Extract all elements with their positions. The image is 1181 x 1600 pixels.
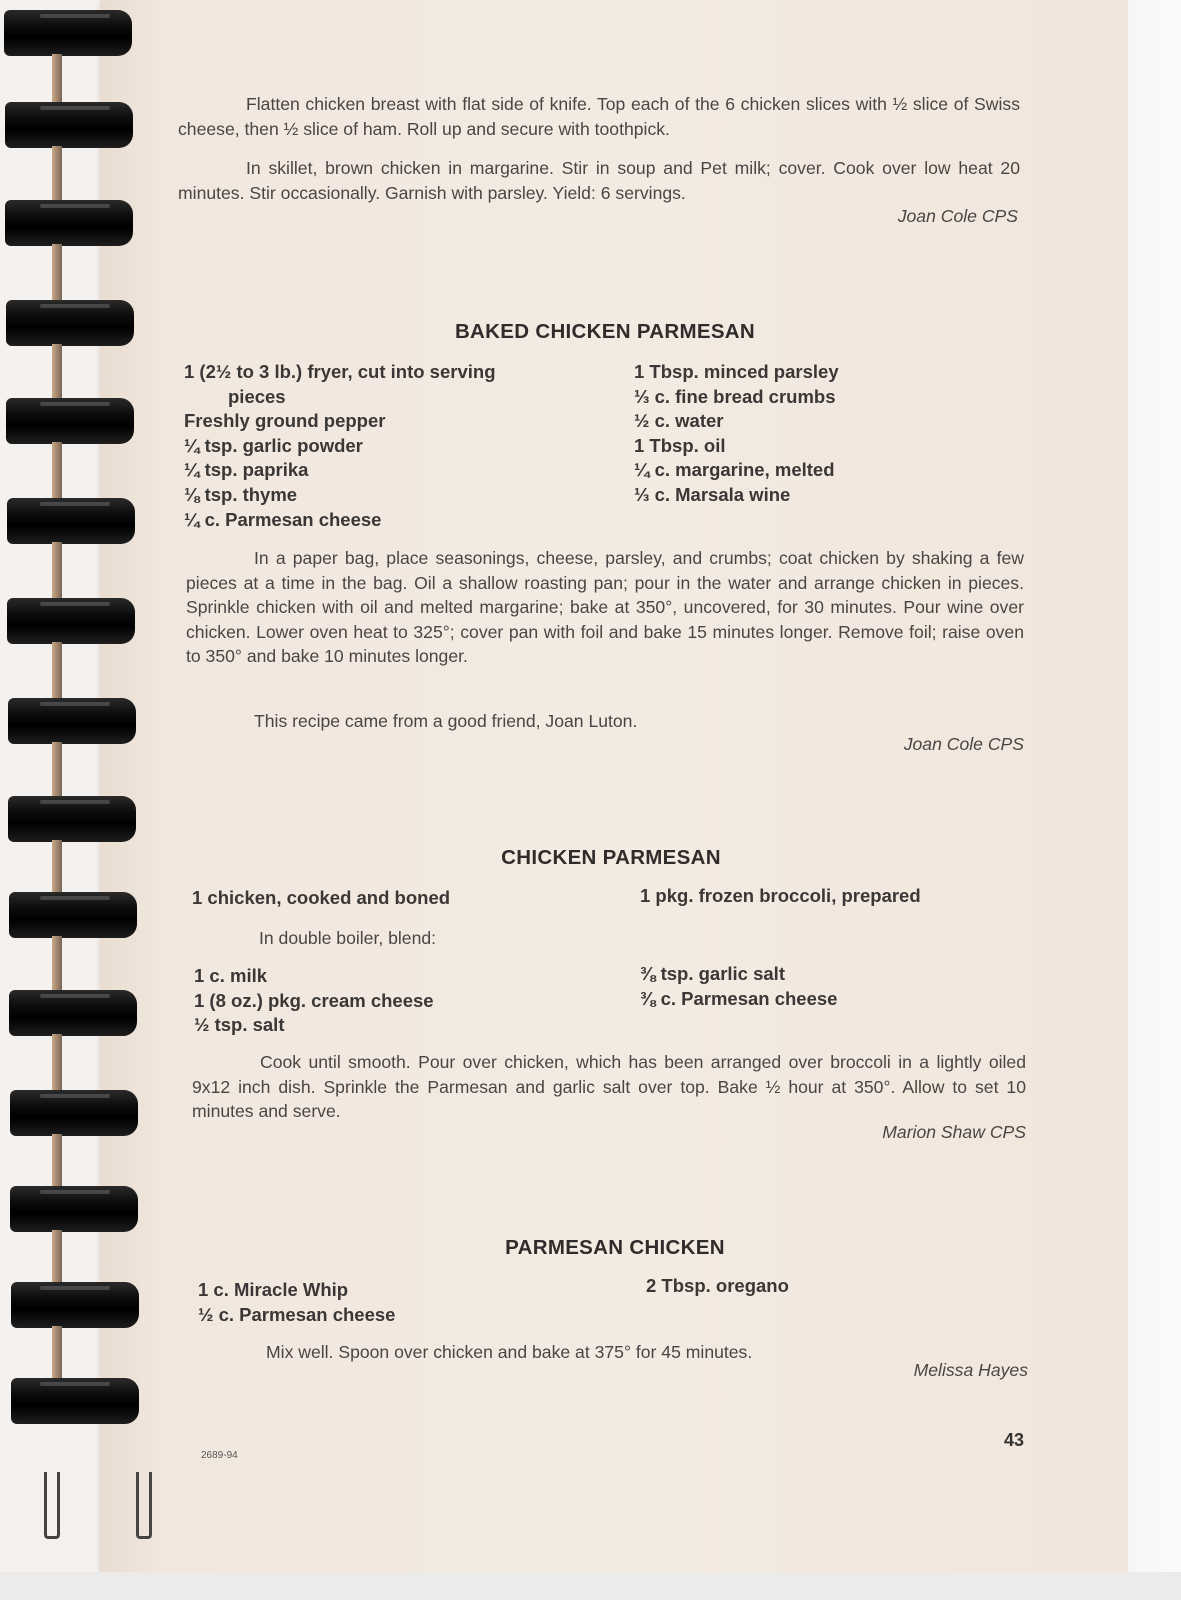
- binding-coil: [0, 10, 140, 58]
- recipe2-step: In double boiler, blend:: [259, 928, 437, 948]
- coil-hole: [52, 542, 62, 598]
- ingredient: 2 Tbsp. oregano: [646, 1275, 789, 1296]
- recipe3-title: PARMESAN CHICKEN: [505, 1236, 725, 1259]
- ingredient: ½ c. Parmesan cheese: [198, 1303, 396, 1325]
- binding-coil: [0, 102, 140, 150]
- ingredient: ½ c. water: [634, 410, 724, 432]
- intro-paragraph-1: [178, 92, 1020, 141]
- spiral-binding: [0, 0, 150, 1600]
- coil-shine: [40, 204, 110, 208]
- coil-shine: [40, 1094, 110, 1098]
- coil-hole: [52, 244, 62, 300]
- binding-coil: [0, 796, 140, 844]
- coil-hole: [52, 1326, 62, 1382]
- recipe2-ingredients-b-right: [640, 962, 837, 1011]
- ingredient: pieces: [228, 385, 286, 407]
- ingredient: ⅜ tsp. garlic salt: [640, 963, 785, 984]
- binding-coil: [0, 990, 140, 1038]
- recipe2-title: CHICKEN PARMESAN: [501, 846, 721, 869]
- recipe2-ingredients-a-left: [192, 886, 450, 911]
- ingredient: 1 c. milk: [194, 965, 268, 986]
- ingredient: 1 (8 oz.) pkg. cream cheese: [194, 989, 434, 1011]
- ingredient: ½ tsp. salt: [194, 1014, 285, 1036]
- ingredient: Freshly ground pepper: [184, 410, 386, 432]
- intro-signature: Joan Cole CPS: [897, 206, 1018, 226]
- ingredient: 1 chicken, cooked and boned: [192, 887, 451, 908]
- recipe1-note: [186, 709, 1024, 734]
- binding-coil: [0, 1090, 140, 1138]
- coil-hole: [52, 936, 62, 992]
- binding-coil: [0, 498, 140, 546]
- recipe1-signature: Joan Cole CPS: [903, 734, 1024, 754]
- ingredient: 1 pkg. frozen broccoli, prepared: [640, 885, 921, 906]
- binding-coil: [0, 1282, 140, 1330]
- recipe1-ingredients-left: [184, 360, 496, 532]
- recipe3-instructions-text: Mix well. Spoon over chicken and bake at 375° for 45 minutes.: [266, 1342, 753, 1362]
- ingredient: ⅓ c. Marsala wine: [634, 483, 791, 505]
- coil-hole: [52, 442, 62, 498]
- ingredient: 1 c. Miracle Whip: [198, 1279, 349, 1300]
- coil-hole: [52, 1034, 62, 1090]
- recipe1-note-text: This recipe came from a good friend, Joan Luton.: [254, 711, 638, 731]
- page-edge: [1128, 0, 1181, 1600]
- coil-hole: [52, 840, 62, 896]
- recipe1-ingredients-right: [634, 360, 839, 508]
- coil-hole: [52, 742, 62, 798]
- coil-shine: [40, 1190, 110, 1194]
- recipe2-instructions-text: Cook until smooth. Pour over chicken, which has been arranged over broccoli in a lightly oiled 9x12 inch dish. Sprinkle the Parmesan and garlic salt over top. Bake ½ hour at 350°. Allow to set 10 minutes and serve.: [192, 1052, 1026, 1122]
- ingredient: ¼ c. margarine, melted: [634, 459, 835, 481]
- coil-shine: [40, 1286, 110, 1290]
- coil-shine: [40, 304, 110, 308]
- recipe2-ingredients-a-right: [640, 884, 921, 909]
- page-number: 43: [1004, 1430, 1025, 1450]
- ingredient: ¼ tsp. garlic powder: [184, 434, 363, 456]
- recipe3-ingredients-left: [198, 1278, 395, 1327]
- coil-shine: [40, 502, 110, 506]
- ingredient: 1 Tbsp. oil: [634, 434, 726, 456]
- binding-coil: [0, 1186, 140, 1234]
- intro-paragraph-2: [178, 156, 1020, 205]
- recipe2-signature: Marion Shaw CPS: [882, 1122, 1026, 1142]
- ingredient: ⅛ tsp. thyme: [184, 483, 298, 505]
- coil-shine: [40, 702, 110, 706]
- coil-hole: [52, 1134, 62, 1190]
- ingredient: ¼ tsp. paprika: [184, 459, 309, 481]
- recipe3-signature: Melissa Hayes: [913, 1360, 1028, 1380]
- coil-shine: [40, 14, 110, 18]
- ingredient: ¼ c. Parmesan cheese: [184, 508, 382, 530]
- binding-coil: [0, 698, 140, 746]
- background-surface: [0, 1572, 1181, 1600]
- coil-shine: [40, 896, 110, 900]
- binding-coil: [0, 398, 140, 446]
- binding-coil: [0, 300, 140, 348]
- coil-hole: [52, 146, 62, 202]
- recipe2-instructions: [192, 1050, 1026, 1124]
- binding-ring-end: [44, 1472, 60, 1539]
- coil-shine: [40, 402, 110, 406]
- coil-shine: [40, 994, 110, 998]
- binding-coil: [0, 892, 140, 940]
- recipe1-title: BAKED CHICKEN PARMESAN: [454, 320, 756, 343]
- ingredient: 1 Tbsp. minced parsley: [634, 361, 839, 382]
- coil-shine: [40, 800, 110, 804]
- recipe2-ingredients-b-left: [194, 964, 434, 1038]
- coil-shine: [40, 106, 110, 110]
- binding-coil: [0, 598, 140, 646]
- coil-shine: [40, 1382, 110, 1386]
- recipe1-instructions-text: In a paper bag, place seasonings, cheese, parsley, and crumbs; coat chicken by shaking a few pieces at a time in the bag. Oil a shallow roasting pan; pour in the water and arrange chicken in pieces. Sprinkle chicken with oil and melted margarine; bake at 350°, uncovered, for 30 minutes. Pour wine over chicken. Lower oven heat to 325°; cover pan with foil and bake 15 minutes longer. Remove foil; raise oven to 350° and bake 10 minutes longer.: [186, 548, 1024, 667]
- coil-hole: [52, 642, 62, 698]
- recipe1-instructions: [186, 546, 1024, 669]
- coil-hole: [52, 344, 62, 400]
- intro-paragraph-1-text: Flatten chicken breast with flat side of knife. Top each of the 6 chicken slices with ½ slice of Swiss cheese, then ½ slice of ham. Roll up and secure with toothpick.: [178, 94, 1020, 139]
- ingredient: ⅜ c. Parmesan cheese: [640, 987, 838, 1009]
- coil-hole: [52, 1230, 62, 1286]
- print-code: 2689-94: [201, 1450, 238, 1461]
- coil-shine: [40, 602, 110, 606]
- binding-ring-end: [136, 1472, 152, 1539]
- cookbook-page: [100, 0, 1128, 1572]
- ingredient: 1 (2½ to 3 lb.) fryer, cut into serving: [184, 361, 496, 382]
- intro-paragraph-2-text: In skillet, brown chicken in margarine. Stir in soup and Pet milk; cover. Cook over low heat 20 minutes. Stir occasionally. Garnish with parsley. Yield: 6 servings.: [178, 158, 1020, 203]
- binding-coil: [0, 1378, 140, 1426]
- ingredient: ⅓ c. fine bread crumbs: [634, 385, 836, 407]
- recipe3-ingredients-right: [646, 1274, 789, 1299]
- binding-coil: [0, 200, 140, 248]
